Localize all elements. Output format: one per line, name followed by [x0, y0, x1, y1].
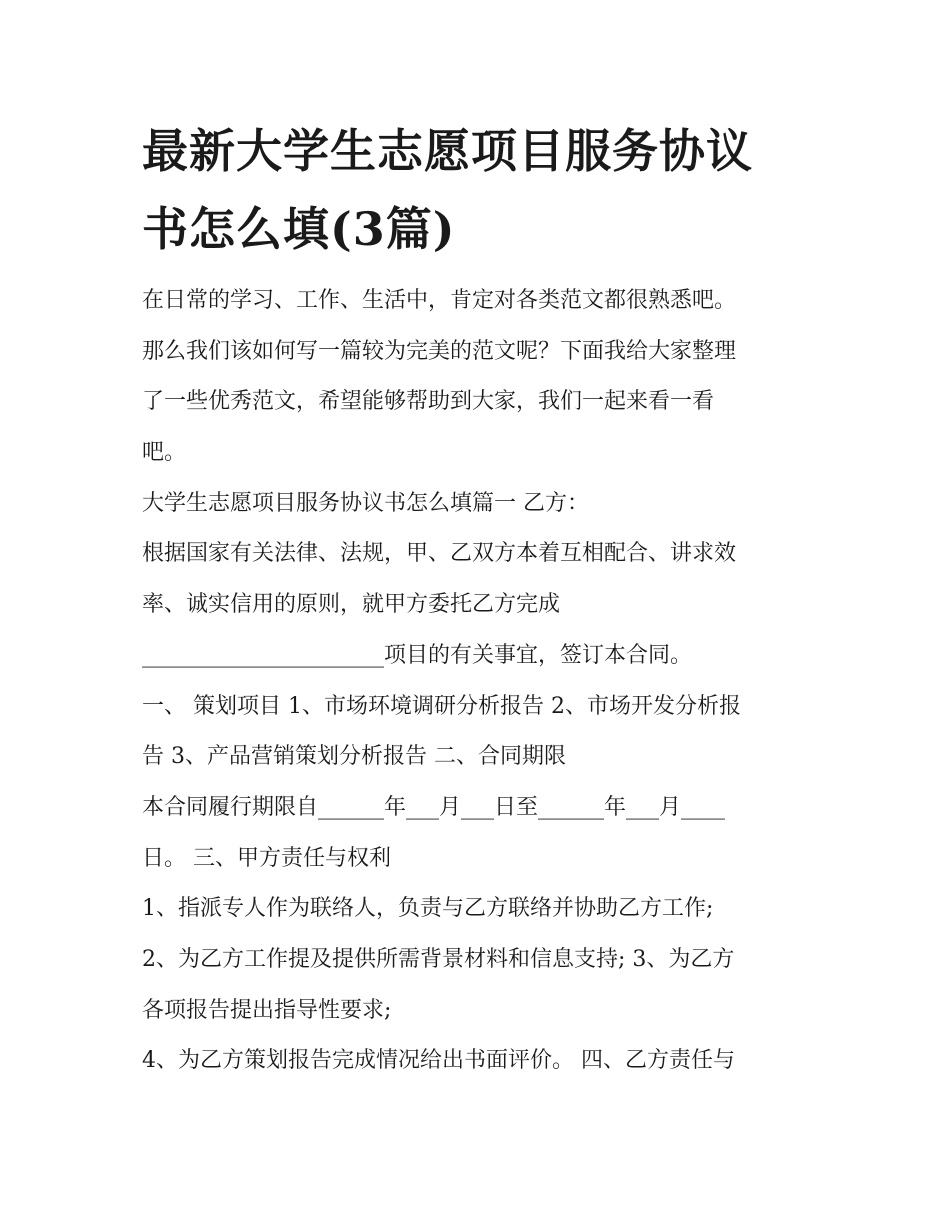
body-line: 根据国家有关法律、法规，甲、乙双方本着互相配合、讲求效	[142, 541, 737, 567]
title-line: 最新大学生志愿项目服务协议	[142, 124, 753, 178]
body-line: 吧。	[142, 440, 187, 466]
title-line: 书怎么填(3篇)	[142, 202, 456, 256]
body-line: 率、诚实信用的原则，就甲方委托乙方完成	[142, 592, 561, 618]
body-line: 4、为乙方策划报告完成情况给出书面评价。 四、乙方责任与	[142, 1048, 735, 1074]
body-line: 那么我们该如何写一篇较为完美的范文呢？下面我给大家整理	[142, 338, 737, 364]
body-line: 1、指派专人作为联络人，负责与乙方联络并协助乙方工作;	[142, 896, 714, 922]
document-body	[142, 276, 822, 1087]
body-line: 告 3、产品营销策划分析报告 二、合同期限	[142, 744, 566, 770]
body-line: 本合同履行期限自______年___月___日至______年___月____	[142, 794, 726, 820]
document-title	[142, 112, 822, 268]
body-line: 日。 三、甲方责任与权利	[142, 845, 391, 871]
body-line: 2、为乙方工作提及提供所需背景材料和信息支持; 3、为乙方	[142, 946, 735, 972]
body-line: 了一些优秀范文，希望能够帮助到大家，我们一起来看一看	[142, 389, 715, 415]
body-line: 在日常的学习、工作、生活中，肯定对各类范文都很熟悉吧。	[142, 288, 737, 313]
body-line: 各项报告提出指导性要求;	[142, 997, 392, 1023]
section-heading-line: 大学生志愿项目服务协议书怎么填篇一 乙方：	[142, 490, 589, 516]
body-line: ______________________项目的有关事宜，签订本合同。	[142, 642, 693, 668]
body-line: 一、 策划项目 1、市场环境调研分析报告 2、市场开发分析报	[142, 693, 741, 719]
